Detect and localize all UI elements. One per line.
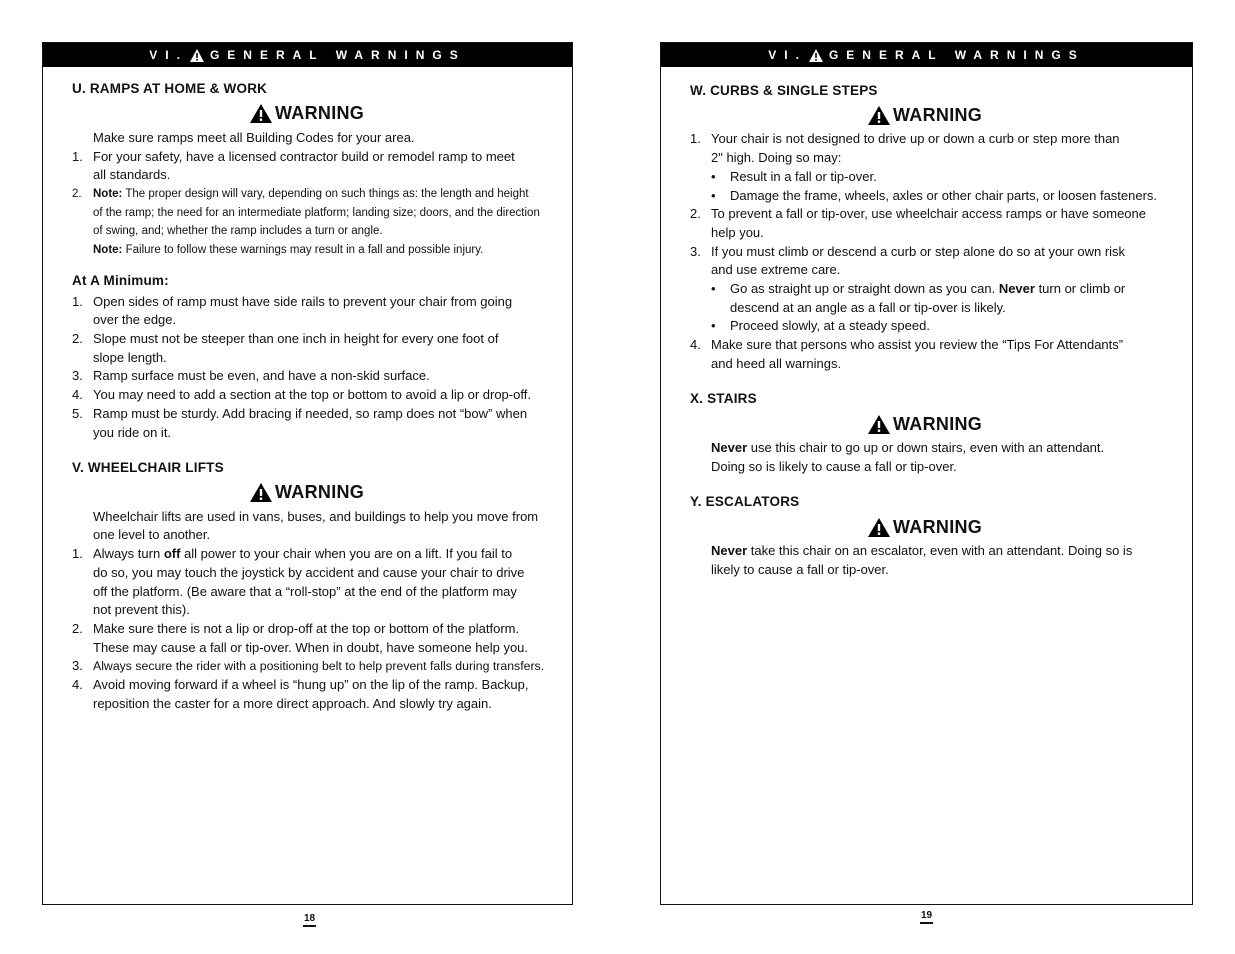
lifts-item-4: Avoid moving forward if a wheel is “hung up” on the lip of the ramp. Backup, [93, 677, 529, 692]
warning-label: WARNING [893, 105, 983, 125]
curbs-item-1-cont: 2" high. Doing so may: [711, 150, 842, 165]
banner-title: GENERAL WARNINGS [828, 48, 1085, 62]
minimum-item-4: You may need to add a section at the top or bottom to avoid a lip or drop-off. [93, 387, 531, 402]
curbs-bullet-3: Go as straight up or straight down as you can. Never turn or climb or [730, 281, 1126, 296]
warning-triangle-icon [868, 106, 890, 125]
minimum-item-5-cont: you ride on it. [93, 425, 172, 440]
warning-triangle-icon [190, 49, 204, 62]
minimum-item-2-cont: slope length. [93, 350, 167, 365]
ramps-note: Note: Failure to follow these warnings may result in a fall and possible injury. [93, 244, 484, 256]
warning-label: WARNING [893, 414, 983, 434]
lifts-item-1: Always turn off all power to your chair when you are on a lift. If you fail to [93, 546, 513, 561]
ramps-item-2-cont: of swing, and; whether the ramp includes a turn or angle. [93, 225, 383, 237]
ramps-intro: Make sure ramps meet all Building Codes for your area. [93, 130, 415, 145]
lifts-item-3: Always secure the rider with a positioning belt to help prevent falls during transfers. [93, 659, 545, 673]
minimum-item-1-cont: over the edge. [93, 312, 177, 327]
stairs-text: Never use this chair to go up or down stairs, even with an attendant. [711, 440, 1105, 455]
escalators-text-cont: likely to cause a fall or tip-over. [711, 562, 889, 577]
warning-heading [868, 105, 982, 126]
warning-heading [868, 414, 982, 435]
warning-label: WARNING [893, 517, 983, 537]
escalators-text: Never take this chair on an escalator, even with an attendant. Doing so is [711, 543, 1133, 558]
curbs-bullet-3-cont: descend at an angle as a fall or tip-over is likely. [730, 300, 1006, 315]
section-banner [43, 43, 572, 67]
ramps-item-2-cont: of the ramp; the need for an intermediate platform; landing size; doors, and the direction [93, 207, 540, 219]
section-heading-stairs: X. STAIRS [690, 391, 757, 406]
lifts-item-4-cont: reposition the caster for a more direct approach. And slowly try again. [93, 696, 492, 711]
minimum-item-2: Slope must not be steeper than one inch in height for every one foot of [93, 331, 499, 346]
curbs-item-4: Make sure that persons who assist you review the “Tips For Attendants” [711, 337, 1124, 352]
section-heading-minimum: At A Minimum: [72, 273, 169, 288]
warning-triangle-icon [868, 415, 890, 434]
section-heading-ramps: U. RAMPS AT HOME & WORK [72, 81, 268, 96]
warning-triangle-icon [868, 518, 890, 537]
left-page: VI. GENERAL WARNINGS U. RAMPS AT HOME & WORK WARNING Make sure ramps meet all Building Codes for your area. 1. For your safety, have a licensed contractor build or remodel ramp to meet all standards. 2. Note: The proper design will vary, depending on such things as: the length and height of the ramp; the need for an intermediate platform; landing size; doors, and the direction of swing, and; whether the ramp includes a turn or angle. Note: Failure to follow these warnings may result in a fall and possible injury. At A Minimum: 1. Open sides of ramp must have side rails to prevent your chair from going over the edge. 2. Slope must not be steeper than one inch in height for every one foot of slope length. 3. Ramp surface must be even, and have a non-skid surface. 4. You may need to add a section at the top or bottom to avoid a lip or drop-off. 5. Ramp must be sturdy. Add bracing if needed, so ramp does not “bow” when you ride on it. V. WHEELCHAIR LIFTS WARNING Wheelchair lifts are used in vans, buses, and buildings to help you move from one level to another. 1. Always turn off all power to your chair when you are on a lift. If you fail to do so, you may touch the joystick by accident and cause your chair to drive off the platform. (Be aware that a “roll-stop” at the end of the platform may not prevent this). 2. Make sure there is not a lip or drop-off at the top or bottom of the platform. These may cause a fall or tip-over. When in doubt, have someone help you. 3. Always secure the rider with a positioning belt to help prevent falls during transfers. 4. Avoid moving forward if a wheel is “hung up” on the lip of the ramp. Backup, reposition the caster for a more direct approach. And slowly try again. [42, 42, 573, 905]
ramps-item-1: For your safety, have a licensed contractor build or remodel ramp to meet [93, 149, 515, 164]
warning-triangle-icon [250, 104, 272, 123]
curbs-item-3: If you must climb or descend a curb or step alone do so at your own risk [711, 244, 1126, 259]
minimum-item-5: Ramp must be sturdy. Add bracing if needed, so ramp does not “bow” when [93, 406, 528, 421]
lifts-item-2-cont: These may cause a fall or tip-over. When in doubt, have someone help you. [93, 640, 529, 655]
banner-title: GENERAL WARNINGS [209, 48, 466, 62]
lifts-intro-cont: one level to another. [93, 527, 211, 542]
curbs-item-2: To prevent a fall or tip-over, use wheelchair access ramps or have someone [711, 206, 1146, 221]
warning-triangle-icon [250, 483, 272, 502]
curbs-bullet-2: Damage the frame, wheels, axles or other chair parts, or loosen fasteners. [730, 188, 1158, 203]
right-page: VI. GENERAL WARNINGS W. CURBS & SINGLE STEPS WARNING 1. Your chair is not designed to drive up or down a curb or step more than 2" high. Doing so may: • Result in a fall or tip-over. • Damage the frame, wheels, axles or other chair parts, or loosen fasteners. 2. To prevent a fall or tip-over, use wheelchair access ramps or have someone help you. 3. If you must climb or descend a curb or step alone do so at your own risk and use extreme care. • Go as straight up or straight down as you can. Never turn or climb or descend at an angle as a fall or tip-over is likely. • Proceed slowly, at a steady speed. 4. Make sure that persons who assist you review the “Tips For Attendants” and heed all warnings. X. STAIRS WARNING Never use this chair to go up or down stairs, even with an attendant. Doing so is likely to cause a fall or tip-over. Y. ESCALATORS WARNING Never take this chair on an escalator, even with an attendant. Doing so is likely to cause a fall or tip-over. [660, 42, 1193, 905]
warning-heading [250, 103, 364, 124]
curbs-item-1: Your chair is not designed to drive up or down a curb or step more than [711, 131, 1120, 146]
lifts-item-1-cont: off the platform. (Be aware that a “roll-stop” at the end of the platform may [93, 584, 517, 599]
section-heading-curbs: W. CURBS & SINGLE STEPS [690, 83, 878, 98]
section-heading-escalators: Y. ESCALATORS [690, 494, 800, 509]
banner-prefix: VI. [768, 48, 807, 62]
warning-label: WARNING [275, 482, 365, 502]
curbs-item-3-cont: and use extreme care. [711, 262, 841, 277]
warning-triangle-icon [809, 49, 823, 62]
curbs-bullet-4: Proceed slowly, at a steady speed. [730, 318, 930, 333]
section-banner [661, 43, 1192, 67]
lifts-item-2: Make sure there is not a lip or drop-off at the top or bottom of the platform. [93, 621, 520, 636]
lifts-item-1-cont: not prevent this). [93, 602, 190, 617]
curbs-item-2-cont: help you. [711, 225, 764, 240]
page-number-right: 19 [920, 910, 933, 924]
minimum-item-3: Ramp surface must be even, and have a non-skid surface. [93, 368, 430, 383]
warning-heading [868, 517, 982, 538]
warning-heading [250, 482, 364, 503]
lifts-intro: Wheelchair lifts are used in vans, buses, and buildings to help you move from [93, 509, 539, 524]
warning-label: WARNING [275, 103, 365, 123]
page-number-left: 18 [303, 913, 316, 927]
curbs-bullet-1: Result in a fall or tip-over. [730, 169, 877, 184]
lifts-item-1-cont: do so, you may touch the joystick by accident and cause your chair to drive [93, 565, 525, 580]
section-heading-lifts: V. WHEELCHAIR LIFTS [72, 460, 224, 475]
ramps-item-1-cont: all standards. [93, 167, 171, 182]
banner-prefix: VI. [149, 48, 188, 62]
minimum-item-1: Open sides of ramp must have side rails to prevent your chair from going [93, 294, 513, 309]
stairs-text-cont: Doing so is likely to cause a fall or tip-over. [711, 459, 957, 474]
ramps-item-2: Note: The proper design will vary, depending on such things as: the length and height [93, 188, 529, 200]
curbs-item-4-cont: and heed all warnings. [711, 356, 842, 371]
